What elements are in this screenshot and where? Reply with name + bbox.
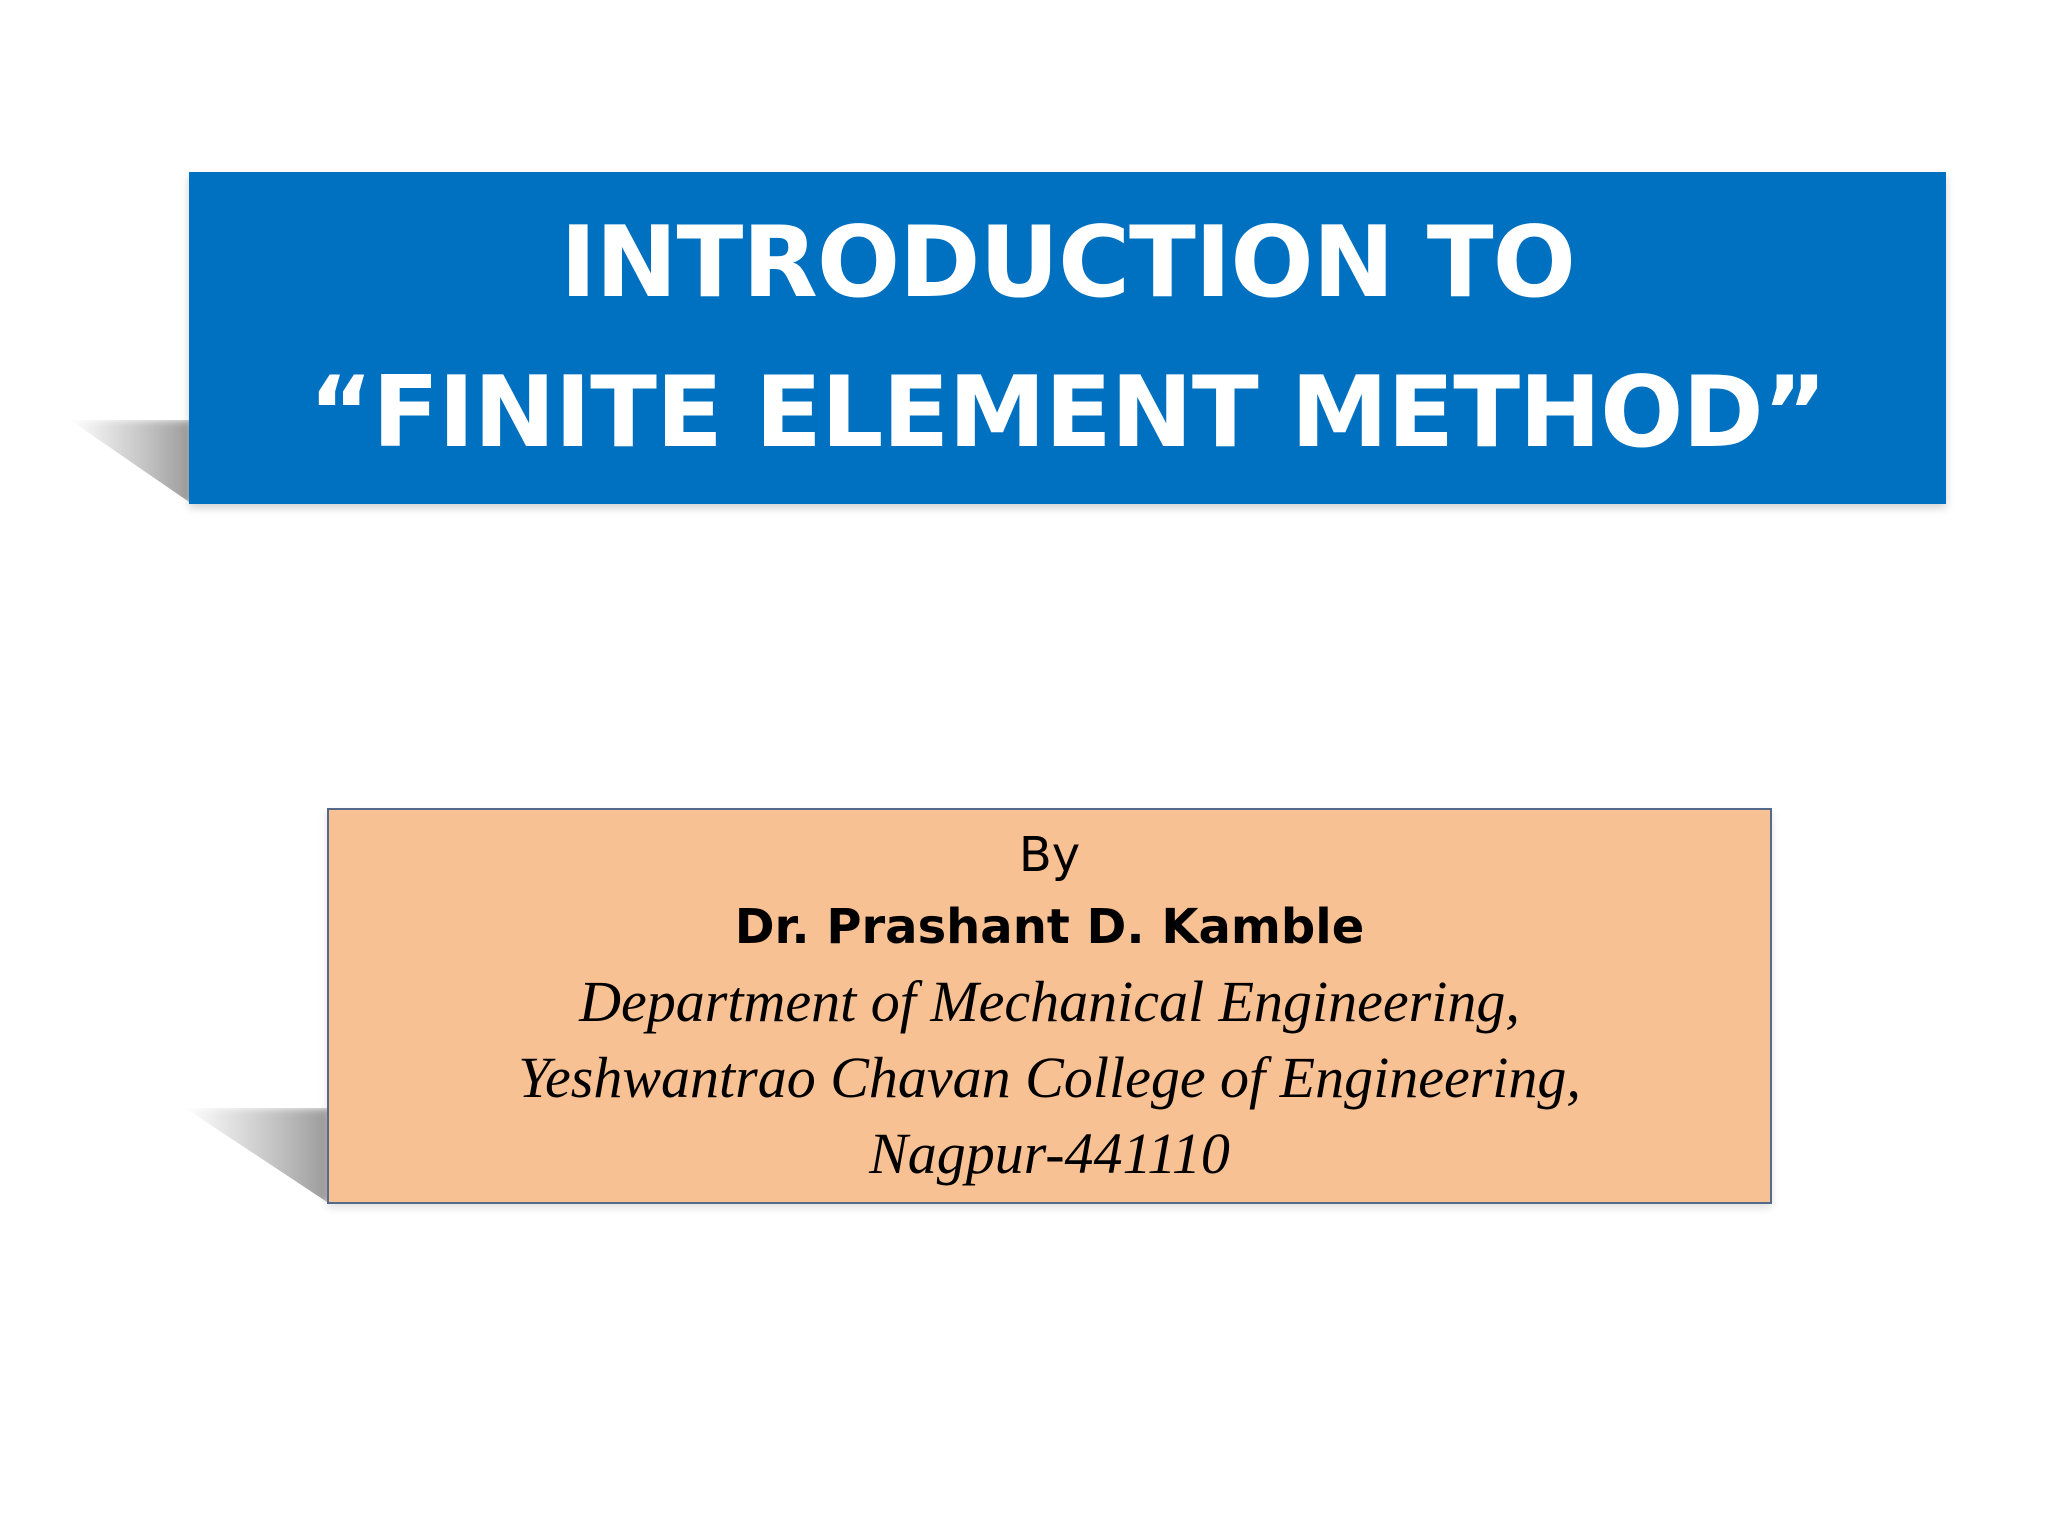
city-line: Nagpur-441110 (869, 1121, 1230, 1186)
title-line-2: “FINITE ELEMENT METHOD” (308, 356, 1827, 470)
title-banner (189, 172, 1946, 504)
author-shadow (185, 1108, 330, 1204)
department-line: Department of Mechanical Engineering, (579, 969, 1520, 1034)
author-name: Dr. Prashant D. Kamble (734, 899, 1365, 955)
title-shadow (70, 420, 192, 504)
college-line: Yeshwantrao Chavan College of Engineering, (518, 1045, 1581, 1110)
by-label: By (1018, 827, 1081, 883)
title-line-1: INTRODUCTION TO (560, 206, 1575, 320)
author-box (327, 808, 1772, 1204)
